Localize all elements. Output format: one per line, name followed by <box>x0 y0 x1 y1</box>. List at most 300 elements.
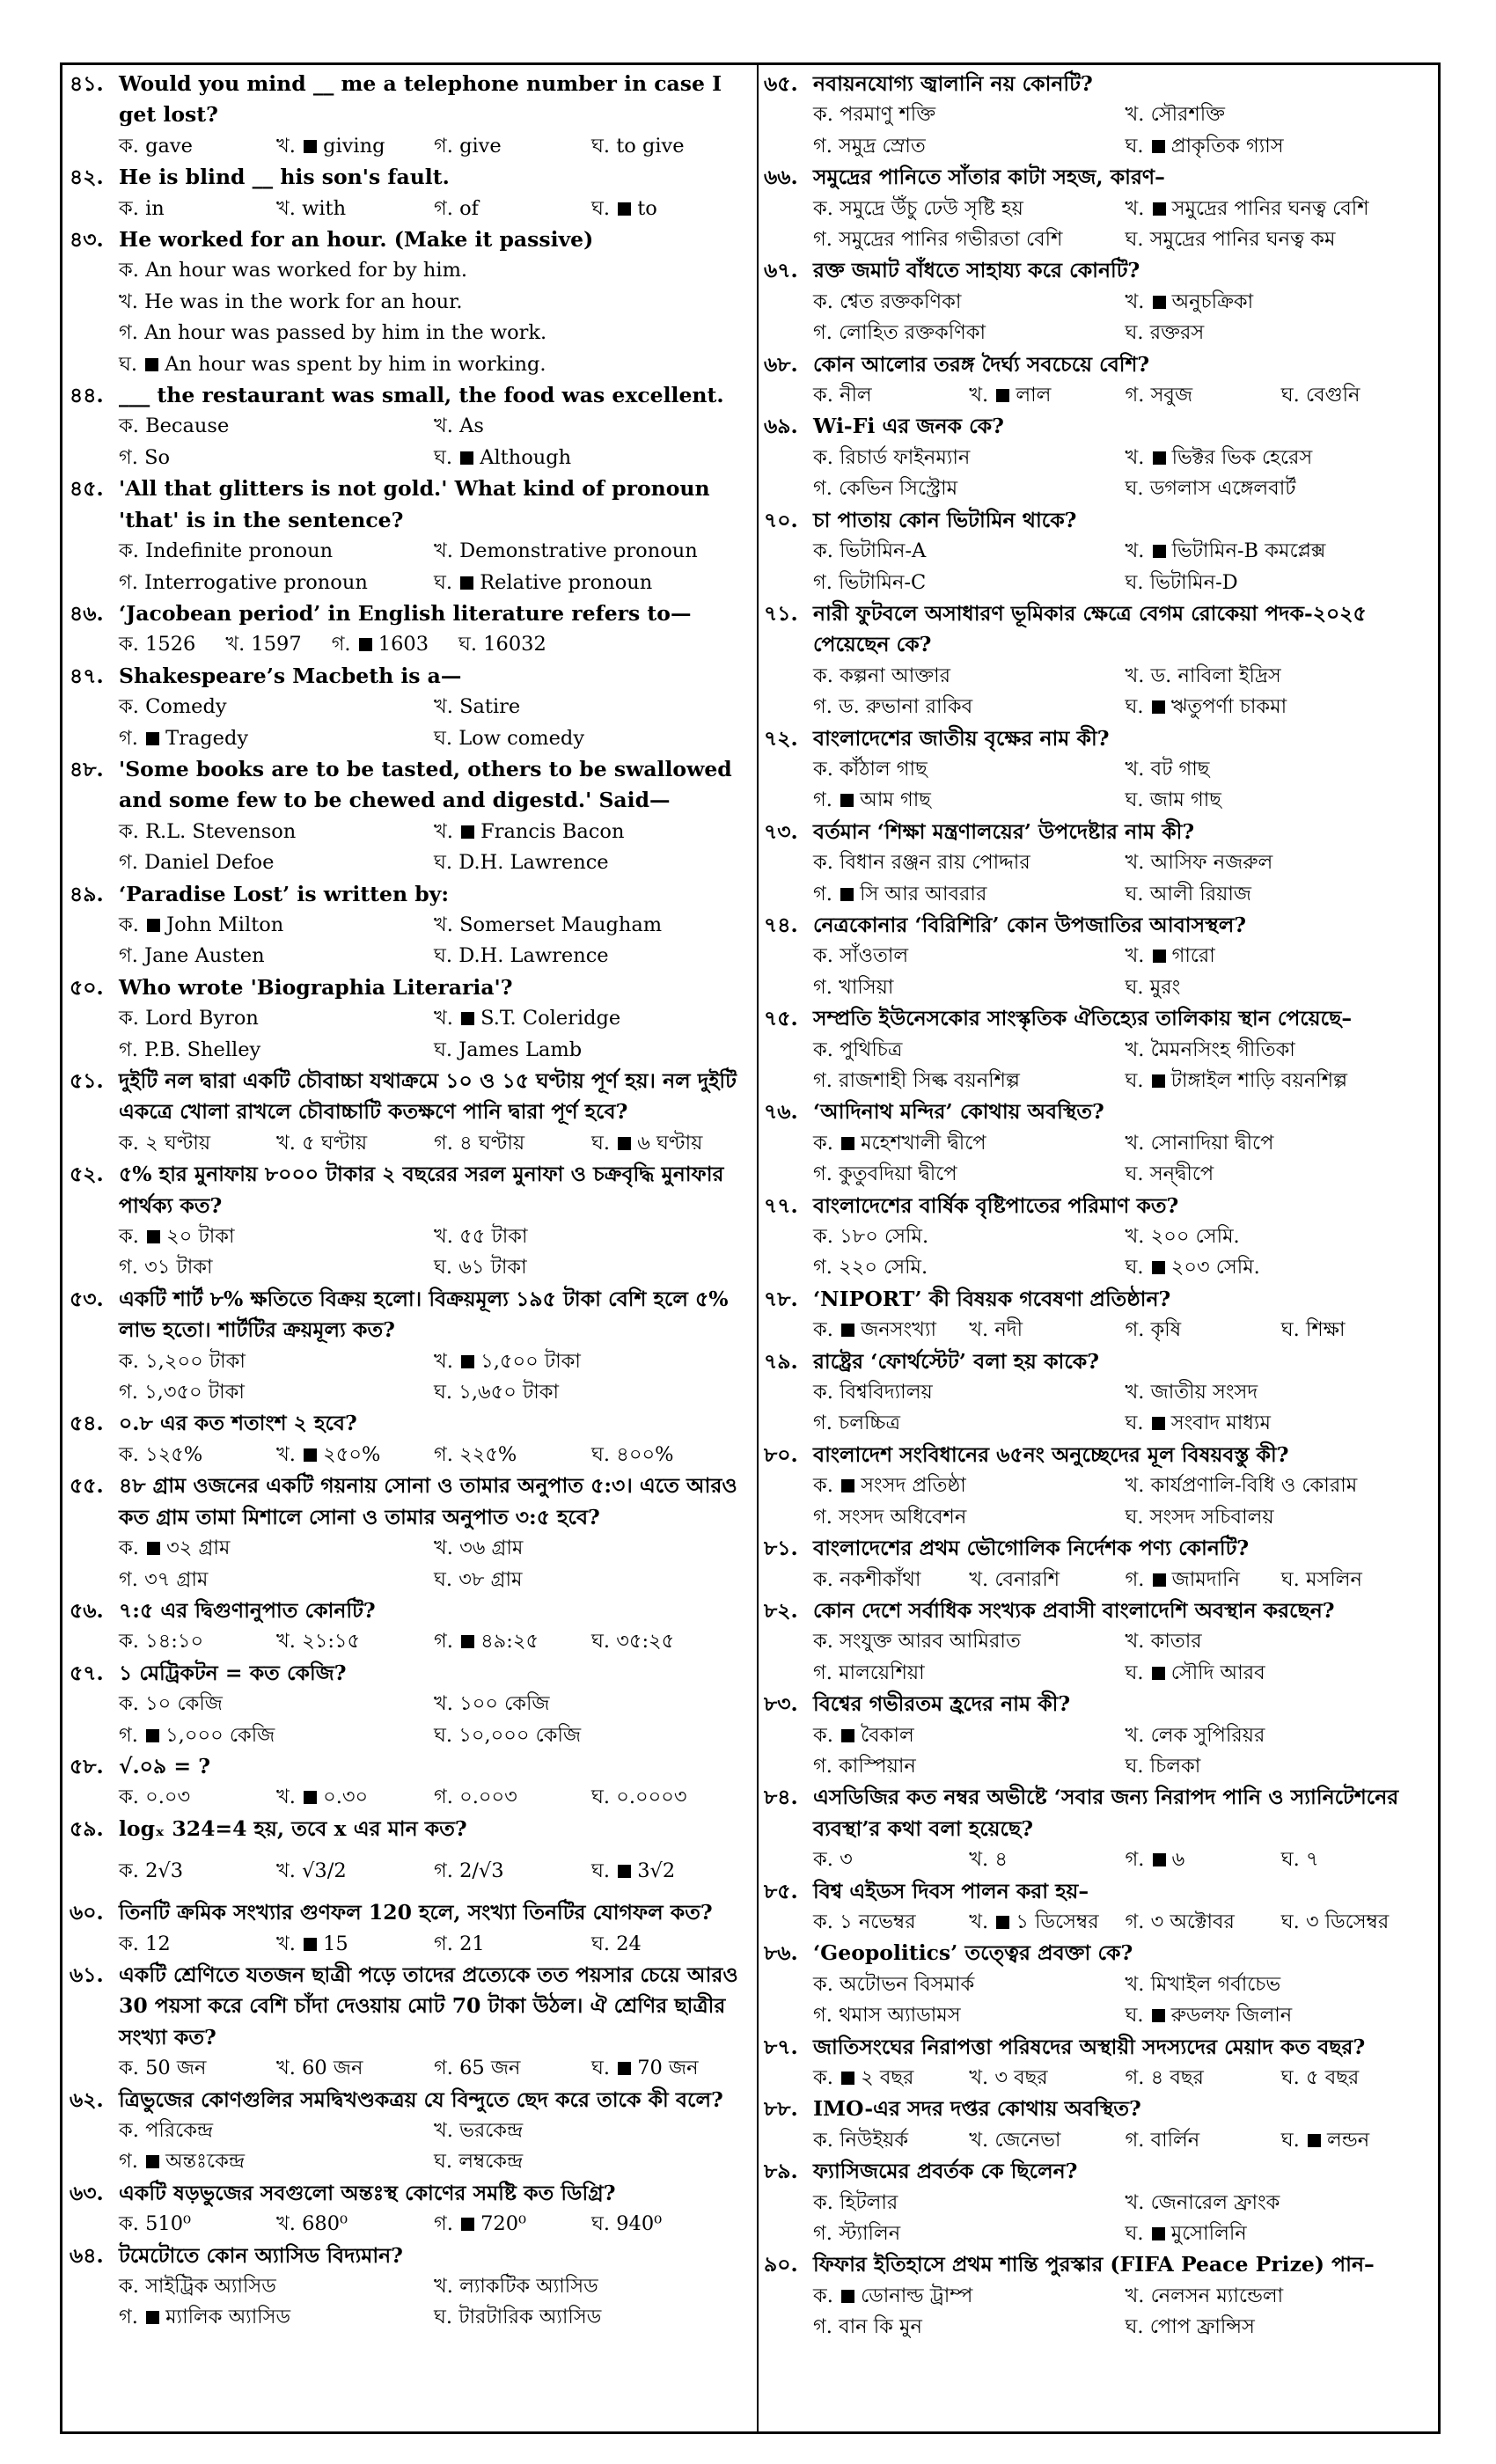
correct-answer-mark-icon <box>147 1230 160 1243</box>
question-item <box>70 879 749 972</box>
option-correct <box>813 2281 1126 2312</box>
option-label: ক. <box>813 944 833 968</box>
question-number: ৫২. <box>70 1162 104 1187</box>
option-text: ১২৫% <box>145 1442 203 1466</box>
option <box>1126 1377 1438 1408</box>
option-label: গ. <box>434 1786 453 1809</box>
option-list <box>764 380 1437 411</box>
option-label: গ. <box>813 570 832 594</box>
option-text: An hour was spent by him in working. <box>165 352 546 376</box>
option-label: ক. <box>119 259 139 282</box>
correct-answer-mark-icon <box>1152 1261 1165 1274</box>
question-line <box>70 1066 749 1128</box>
option-list <box>70 194 749 224</box>
option-label: গ. <box>1125 1318 1145 1342</box>
option <box>1126 2188 1438 2218</box>
option-list <box>70 817 749 879</box>
option-text: with <box>302 196 347 220</box>
option-label: ঘ. <box>1125 1256 1144 1280</box>
question-number: ৬১. <box>70 1962 104 1987</box>
option-label: ক. <box>813 1972 833 1996</box>
option <box>813 1751 1126 1782</box>
option-text: 3√2 <box>637 1859 676 1883</box>
option <box>813 224 1126 255</box>
correct-answer-mark-icon <box>1153 950 1166 963</box>
option-label: ক. <box>119 414 139 438</box>
question-item <box>764 1284 1437 1346</box>
question-item <box>70 1658 749 1751</box>
option-text: S.T. Coleridge <box>480 1007 621 1030</box>
question-text: সম্প্রতি ইউনেসকোর সাংস্কৃতিক ঐতিহ্যের তালিকায় স্থান পেয়েছে– <box>813 1006 1353 1031</box>
option-correct <box>813 2063 969 2094</box>
question-item <box>70 162 749 224</box>
correct-answer-mark-icon <box>359 638 372 651</box>
option-label: ক. <box>813 1474 833 1498</box>
question-line <box>70 473 749 536</box>
option-text: সাঁওতাল <box>840 944 909 968</box>
option-text: ৩ ডিসেম্বর <box>1305 1910 1390 1933</box>
option-correct <box>1126 443 1438 473</box>
question-number: ৭৮. <box>764 1286 798 1311</box>
question-number: ৪৫. <box>70 476 104 502</box>
option-label: ক. <box>813 103 833 127</box>
option-text: নদী <box>994 1318 1023 1342</box>
correct-answer-mark-icon <box>461 1012 474 1025</box>
option-label: ক. <box>813 384 833 407</box>
option <box>1126 754 1438 785</box>
correct-answer-mark-icon <box>840 794 854 807</box>
option <box>434 2053 591 2084</box>
option-text: নকশীকাঁথা <box>840 1567 921 1591</box>
correct-answer-mark-icon <box>1153 202 1166 216</box>
question-number: ৮৮. <box>764 2096 798 2122</box>
option <box>1126 847 1438 878</box>
question-text: IMO-এর সদর দপ্তর কোথায় অবস্থিত? <box>813 2096 1141 2122</box>
correct-answer-mark-icon <box>460 451 473 465</box>
question-item <box>70 598 749 661</box>
option-text: ভিক্টর ভিক হেরেস <box>1171 445 1313 469</box>
option-label: গ. <box>434 1630 453 1654</box>
option-text: ৩ <box>840 1848 853 1872</box>
option <box>813 2218 1126 2249</box>
correct-answer-mark-icon <box>841 2072 854 2085</box>
option <box>1126 568 1438 598</box>
option <box>1126 2312 1438 2343</box>
option-correct <box>276 1440 434 1470</box>
option <box>434 1035 749 1066</box>
option-text: gave <box>145 134 193 158</box>
option-text: শিক্ষা <box>1305 1318 1346 1342</box>
option-text: লোহিত রক্তকণিকা <box>839 321 986 345</box>
question-number: ৪৪. <box>70 383 104 408</box>
option-label: গ. <box>434 1859 453 1883</box>
option <box>119 131 276 162</box>
option-text: 1597 <box>251 633 302 656</box>
option-text: ৪ বছর <box>1150 2066 1204 2089</box>
option <box>813 1502 1126 1533</box>
question-item <box>70 2085 749 2178</box>
option-label: খ. <box>276 1131 296 1155</box>
correct-answer-mark-icon <box>461 825 474 839</box>
option <box>813 568 1126 598</box>
question-text: ‘আদিনাথ মন্দির’ কোথায় অবস্থিত? <box>813 1099 1104 1125</box>
option <box>813 1159 1126 1190</box>
question-line <box>70 2240 749 2271</box>
correct-answer-mark-icon <box>840 888 854 901</box>
question-number: ৬০. <box>70 1900 104 1925</box>
question-text: ৪৮ গ্রাম ওজনের একটি গয়নায় সোনা ও তামার অনুপাত ৫:৩। এতে আরও কত গ্রাম তামা মিশালে সোনা ও তামার অনুপাত ৩:৫ হবে? <box>119 1473 737 1529</box>
option <box>119 692 434 722</box>
option-label: ঘ. <box>1125 2004 1144 2028</box>
correct-answer-mark-icon <box>461 1355 474 1368</box>
question-item <box>70 1470 749 1595</box>
option-text: Lord Byron <box>145 1007 259 1030</box>
question-item <box>764 2156 1437 2249</box>
option-text: সংযুক্ত আরব আমিরাত <box>840 1630 1021 1654</box>
question-number: ৭১. <box>764 600 798 626</box>
option <box>591 131 749 162</box>
option-text: নেলসন ম্যান্ডেলা <box>1150 2284 1284 2307</box>
option-text: বেনারশি <box>994 1567 1060 1591</box>
question-item <box>764 1440 1437 1533</box>
option-label: ঘ. <box>1125 2315 1144 2339</box>
option-text: Although <box>480 445 572 469</box>
question-number: ৬৩. <box>70 2180 104 2205</box>
question-number: ৭৬. <box>764 1099 798 1125</box>
option <box>434 411 749 442</box>
option <box>1281 1844 1437 1875</box>
option <box>119 629 195 660</box>
option <box>434 1565 749 1595</box>
question-item <box>764 1533 1437 1595</box>
option-label: ঘ. <box>434 851 453 875</box>
question-text: রক্ত জমাট বাঁধতে সাহায্য করে কোনটি? <box>813 258 1140 283</box>
question-number: ৭৩. <box>764 818 798 844</box>
option <box>434 723 749 754</box>
question-text: বাংলাদেশ সংবিধানের ৬৫নং অনুচ্ছেদের মূল বিষয়বস্তু কী? <box>813 1441 1289 1467</box>
question-text: ৫% হার মুনাফায় ৮০০০ টাকার ২ বছরের সরল মুনাফা ও চক্রবৃদ্ধি মুনাফার পার্থক্য কত? <box>119 1162 724 1218</box>
option-label: ক. <box>813 664 833 687</box>
option-label: খ. <box>276 134 296 158</box>
option-text: আম গাছ <box>860 788 931 812</box>
option-text: ৪৯:২৫ <box>480 1630 539 1654</box>
question-number: ৫৫. <box>70 1473 104 1499</box>
question-item <box>764 723 1437 817</box>
option-label: গ. <box>119 944 138 968</box>
correct-answer-mark-icon <box>618 1865 631 1878</box>
question-line <box>764 1938 1437 1969</box>
option-label: গ. <box>813 134 832 158</box>
question-line <box>764 255 1437 286</box>
option-label: খ. <box>1125 664 1145 687</box>
option-text: কেভিন সিস্ট্রোম <box>839 477 958 501</box>
option-label: ঘ. <box>434 726 453 750</box>
option-label: ঘ. <box>1280 1318 1300 1342</box>
question-item <box>70 754 749 879</box>
option-label: খ. <box>434 539 453 563</box>
option <box>434 2271 749 2302</box>
question-number: ৯০. <box>764 2252 798 2277</box>
option-label: খ. <box>1125 757 1145 781</box>
option <box>119 1128 276 1159</box>
correct-answer-mark-icon <box>146 2311 159 2324</box>
option-label: ঘ. <box>1280 2128 1300 2152</box>
option <box>434 1929 591 1960</box>
correct-answer-mark-icon <box>996 1916 1009 1929</box>
option-list <box>764 1470 1437 1533</box>
option-label: ঘ. <box>1280 384 1300 407</box>
option-text: বিশ্ববিদ্যালয় <box>840 1381 933 1404</box>
option-label: গ. <box>119 2306 138 2329</box>
option-label: খ. <box>1125 539 1145 563</box>
option-text: ৪ ঘণ্টায় <box>459 1131 525 1155</box>
option-list <box>764 1844 1437 1875</box>
option-label: ঘ. <box>1280 2066 1300 2089</box>
correct-answer-mark-icon <box>304 140 317 153</box>
option-label: গ. <box>813 975 832 999</box>
question-number: ৭৭. <box>764 1192 798 1218</box>
option-text: √3/2 <box>302 1859 347 1883</box>
question-text: ত্রিভুজের কোণগুলির সমদ্বিখণ্ডকত্রয় যে বিন্দুতে ছেদ করে তাকে কী বলে? <box>119 2086 723 2112</box>
question-item <box>764 255 1437 348</box>
option-label: গ. <box>119 1381 138 1404</box>
option-label: ঘ. <box>434 1723 453 1747</box>
option <box>1126 318 1438 348</box>
option-correct <box>434 443 749 473</box>
option-label: ক. <box>813 2284 833 2307</box>
option-label: খ. <box>1125 1972 1145 1996</box>
question-text: Shakespeare’s Macbeth is a— <box>119 663 462 688</box>
option <box>813 661 1126 692</box>
option <box>434 1440 591 1470</box>
question-line <box>70 879 749 910</box>
option-list <box>70 1844 749 1897</box>
option <box>1126 879 1438 910</box>
option-text: অটোভন বিসমার্ক <box>840 1972 975 1996</box>
correct-answer-mark-icon <box>1152 2227 1165 2240</box>
option-text: 680⁰ <box>302 2212 348 2236</box>
option-label: ঘ. <box>1125 321 1144 345</box>
option <box>434 910 749 941</box>
question-item <box>764 2249 1437 2343</box>
option-text: ৩১ টাকা <box>144 1256 213 1280</box>
question-text: ফিফার ইতিহাসে প্রথম শান্তি পুরস্কার (FIFA Peace Prize) পান– <box>813 2252 1375 2277</box>
correct-answer-mark-icon <box>1153 1573 1166 1587</box>
option-label: গ. <box>1125 1567 1145 1591</box>
question-item <box>70 224 749 380</box>
option-label: খ. <box>1125 196 1145 220</box>
question-text: 'Some books are to be tasted, others to be swallowed and some few to be chewed and digestd.' Said— <box>119 756 732 813</box>
question-text: টমেটোতে কোন অ্যাসিড বিদ্যমান? <box>119 2242 403 2268</box>
question-text: ‘NIPORT’ কী বিষয়ক গবেষণা প্রতিষ্ঠান? <box>813 1286 1171 1311</box>
option-text: Demonstrative pronoun <box>459 539 698 563</box>
option-label: ঘ. <box>591 1442 611 1466</box>
option <box>119 1844 276 1897</box>
option-text: ম্যালিক অ্যাসিড <box>165 2306 291 2329</box>
option <box>1126 972 1438 1003</box>
option-text: নীল <box>840 384 872 407</box>
option-correct <box>119 2146 434 2177</box>
option <box>813 473 1126 504</box>
question-item <box>70 380 749 473</box>
option-text: টাঙ্গাইল শাড়ি বয়নশিল্প <box>1170 1069 1348 1092</box>
option-label: ঘ. <box>591 1131 611 1155</box>
question-line <box>70 1814 749 1844</box>
option-correct <box>1126 131 1438 162</box>
option-text: মুসোলিনি <box>1170 2222 1247 2246</box>
option-list <box>764 443 1437 505</box>
question-number: ৮১. <box>764 1536 798 1561</box>
question-number: ৬৪. <box>70 2242 104 2268</box>
correct-answer-mark-icon <box>841 1324 854 1337</box>
correct-answer-mark-icon <box>618 202 631 216</box>
correct-answer-mark-icon <box>304 1938 317 1951</box>
option-label: ক. <box>119 1932 139 1955</box>
correct-answer-mark-icon <box>145 358 158 371</box>
question-text: একটি ষড়ভুজের সবগুলো অন্তঃস্থ কোণের সমষ্টি কত ডিগ্রি? <box>119 2180 616 2205</box>
option-label: খ. <box>276 1859 296 1883</box>
option-correct <box>813 1315 969 1346</box>
option-correct <box>119 349 749 380</box>
option-text: আসিফ নজরুল <box>1150 851 1273 875</box>
option-label: ক. <box>119 913 139 936</box>
option-text: Relative pronoun <box>480 570 653 594</box>
option <box>1126 1128 1438 1159</box>
option <box>225 629 301 660</box>
question-line <box>764 1595 1437 1626</box>
option-text: 940⁰ <box>616 2212 663 2236</box>
option-text: As <box>459 414 484 438</box>
option <box>1126 1626 1438 1657</box>
option-correct <box>591 194 749 224</box>
question-line <box>70 1897 749 1928</box>
option-label: ক. <box>813 1131 833 1155</box>
option-text: জনসংখ্যা <box>861 1318 936 1342</box>
option-text: ১,৩৫০ টাকা <box>144 1381 245 1404</box>
option-label: ক. <box>119 1536 139 1560</box>
option-label: ঘ. <box>434 1038 453 1061</box>
option <box>276 2053 434 2084</box>
option-text: ১,৬৫০ টাকা <box>458 1381 560 1404</box>
option <box>813 1408 1126 1439</box>
correct-answer-mark-icon <box>1152 700 1165 714</box>
correct-answer-mark-icon <box>147 919 160 932</box>
option-correct <box>813 1128 1126 1159</box>
option-label: গ. <box>119 726 138 750</box>
question-item <box>764 2094 1437 2156</box>
question-text: Wi-Fi এর জনক কে? <box>813 414 1004 439</box>
question-number: ৬৯. <box>764 414 798 439</box>
option-label: খ. <box>1125 445 1145 469</box>
option-text: পরিকেন্দ্র <box>145 2119 214 2142</box>
option-label: খ. <box>434 913 453 936</box>
question-line <box>764 1346 1437 1377</box>
option-list <box>70 1929 749 1960</box>
option-correct <box>1126 941 1438 972</box>
option-text: ১,০০০ কেজি <box>165 1723 275 1747</box>
option <box>119 2271 434 2302</box>
option-correct <box>434 1626 591 1657</box>
question-text: বাংলাদেশের জাতীয় বৃক্ষের নাম কী? <box>813 725 1110 751</box>
option <box>119 1782 276 1813</box>
option-text: ১ ডিসেম্বর <box>1016 1910 1099 1933</box>
option-text: ৭ <box>1305 1848 1319 1872</box>
option-text: ৩ অক্টোবর <box>1150 1910 1235 1933</box>
option <box>276 1844 434 1897</box>
option-text: 50 জন <box>145 2057 207 2080</box>
option <box>969 1315 1125 1346</box>
option-label: গ. <box>434 1442 453 1466</box>
option-text: কাঁঠাল গাছ <box>840 757 928 781</box>
question-item <box>70 69 749 162</box>
option-list <box>764 1315 1437 1346</box>
correct-answer-mark-icon <box>461 2218 474 2231</box>
option-text: আলী রিয়াজ <box>1149 882 1252 906</box>
option-text: Daniel Defoe <box>144 851 275 875</box>
option-label: ঘ. <box>1125 2222 1144 2246</box>
option-list <box>70 1128 749 1159</box>
option-text: পোপ ফ্রান্সিস <box>1149 2315 1255 2339</box>
question-line <box>764 162 1437 193</box>
question-number: ৮০. <box>764 1441 798 1467</box>
correct-answer-mark-icon <box>1153 1853 1166 1866</box>
option-correct <box>1281 2125 1437 2156</box>
option-label: গ. <box>119 321 138 345</box>
option-text: Indefinite pronoun <box>145 539 334 563</box>
option-label: গ. <box>813 1754 832 1778</box>
option-list <box>70 2116 749 2178</box>
option-text: জামদানি <box>1171 1567 1240 1591</box>
option-list <box>70 1221 749 1284</box>
option-text: ১৪:১০ <box>145 1630 204 1654</box>
option-label: ঘ. <box>434 2150 453 2174</box>
option-list <box>70 1440 749 1470</box>
option-text: ১,৫০০ টাকা <box>480 1349 581 1373</box>
question-item <box>70 1960 749 2085</box>
option-label: ক. <box>119 1786 139 1809</box>
option-label: খ. <box>434 1007 453 1030</box>
option-label: ঘ. <box>591 196 611 220</box>
question-line <box>70 380 749 411</box>
question-line <box>764 1440 1437 1470</box>
option-text: জাম গাছ <box>1149 788 1221 812</box>
question-number: ৫০. <box>70 974 104 1000</box>
question-item <box>764 1191 1437 1284</box>
option-list <box>70 2053 749 2084</box>
option <box>434 1533 749 1564</box>
option-text: মুরং <box>1149 975 1181 999</box>
option-label: গ. <box>813 2222 832 2246</box>
option-list <box>70 1626 749 1657</box>
option-text: মৈমনসিংহ গীতিকা <box>1150 1038 1295 1061</box>
option-list <box>70 910 749 972</box>
option-label: ক. <box>119 633 139 656</box>
option-label: ঘ. <box>591 1932 611 1955</box>
option-text: সোনাদিয়া দ্বীপে <box>1150 1131 1274 1155</box>
option-list <box>70 255 749 380</box>
question-item <box>764 598 1437 723</box>
option <box>434 1252 749 1283</box>
question-text: কোন আলোর তরঙ্গ দৈর্ঘ্য সবচেয়ে বেশি? <box>813 351 1150 377</box>
option-text: ৫ বছর <box>1305 2066 1360 2089</box>
option-correct <box>276 1782 434 1813</box>
question-text: ১ মেট্রিকটন = কত কেজি? <box>119 1660 347 1685</box>
question-item <box>764 1938 1437 2031</box>
option-list <box>764 2063 1437 2094</box>
question-text: ফ্যাসিজমের প্রবর্তক কে ছিলেন? <box>813 2159 1078 2184</box>
question-text: বিশ্ব এইডস দিবস পালন করা হয়– <box>813 1878 1089 1903</box>
option-text: চিলকা <box>1149 1754 1201 1778</box>
